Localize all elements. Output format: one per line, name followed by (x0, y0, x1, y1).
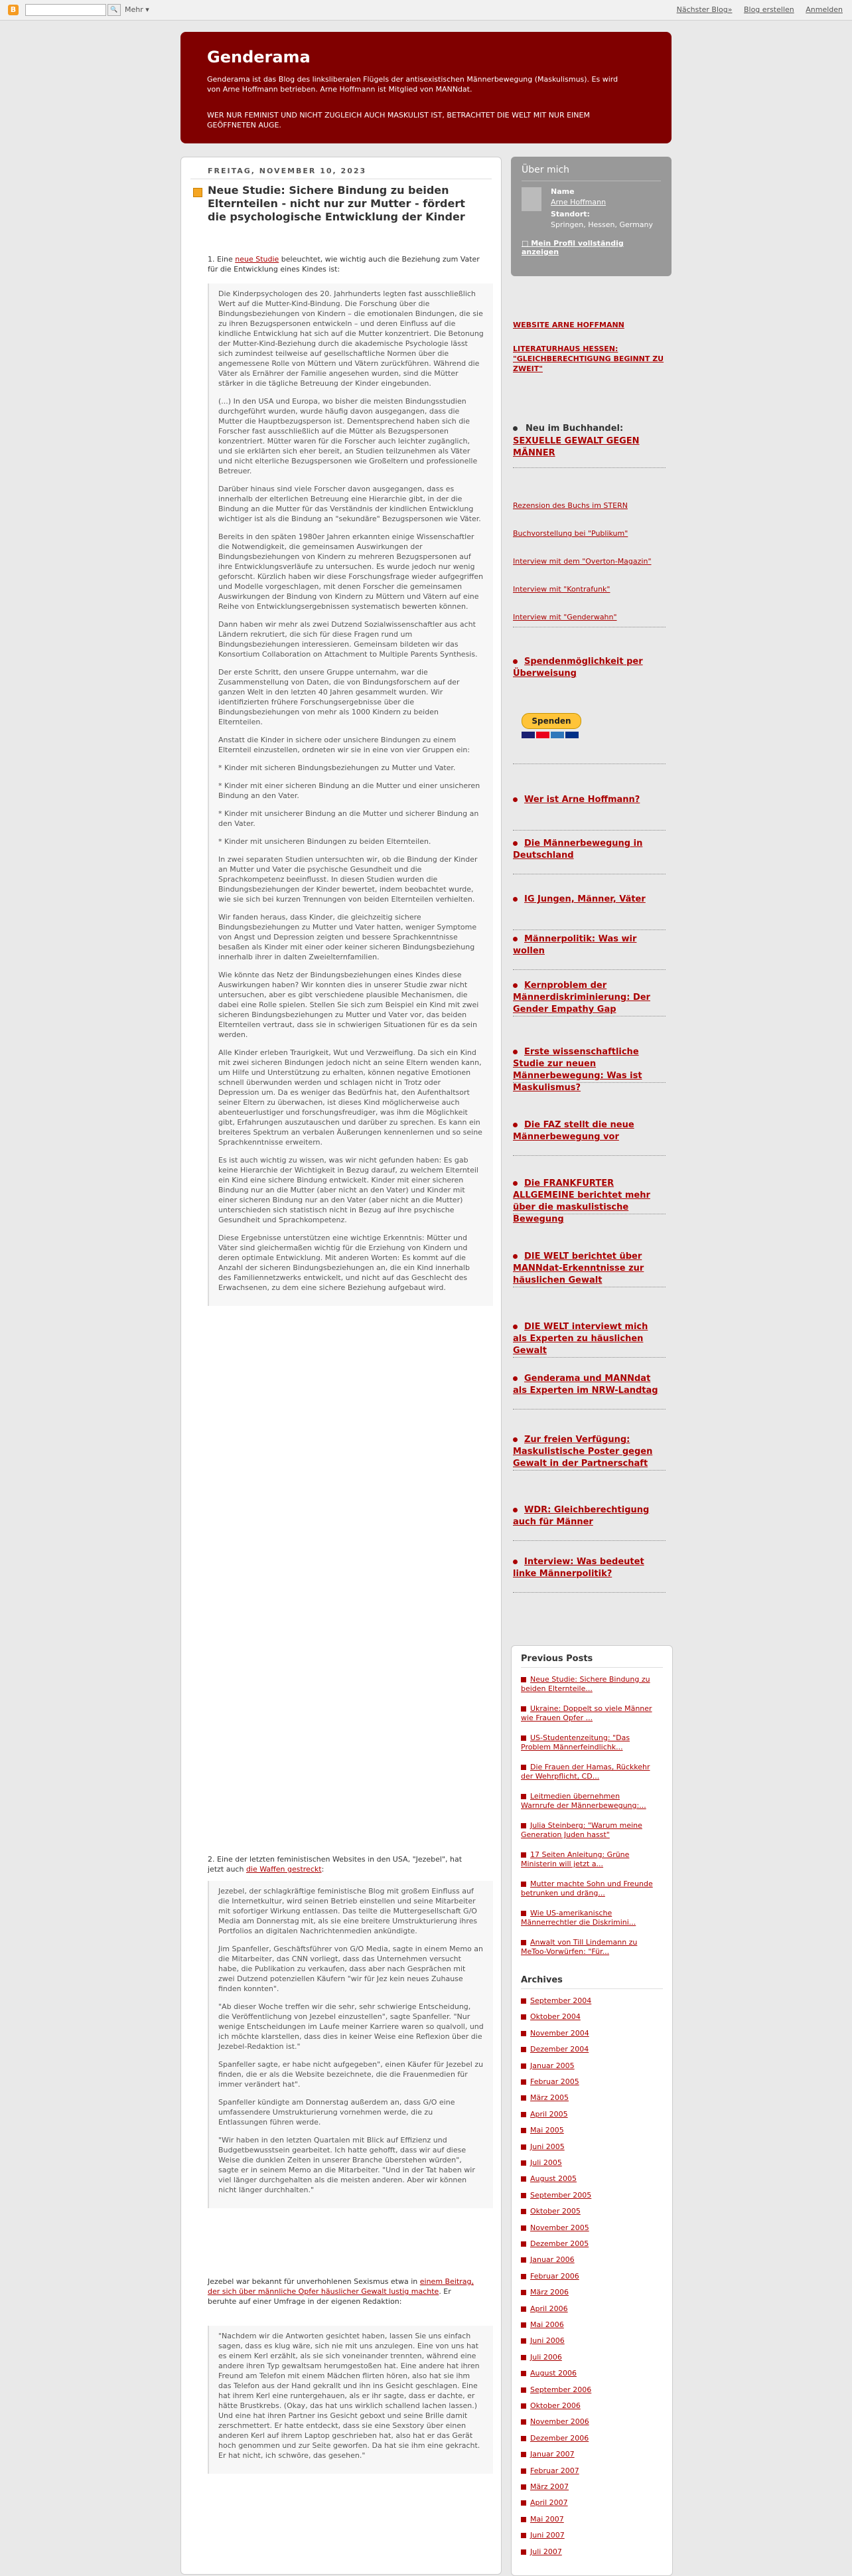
archive-link: November 2004 (530, 2028, 589, 2038)
bullet-icon (513, 1123, 518, 1127)
archive-item[interactable] (521, 2272, 654, 2281)
book-link[interactable]: Buchvorstellung bei "Publikum" (513, 529, 628, 538)
bullet-icon (521, 2257, 526, 2263)
archive-link: Juni 2005 (530, 2142, 565, 2151)
book-link[interactable]: Rezension des Buchs im STERN (513, 501, 628, 510)
bullet-icon (521, 2176, 526, 2182)
bullet-icon (521, 2079, 526, 2085)
archive-item[interactable] (521, 2093, 654, 2103)
new-book-title: SEXUELLE GEWALT GEGEN MÄNNER (513, 436, 640, 458)
previous-posts-divider (521, 1667, 663, 1668)
quote-paragraph: Jim Spanfeller, Geschäftsführer von G/O Media, sagte in einem Memo an die Mitarbeiter, das CNN vorliegt, dass das Unternehmen versucht habe, die Publikation zu verkaufen, dass aber nach Gesprächen mit zwei Dutzend potenziellen Käufern "wir für Jez kein neues Zuhause finden konnten". (218, 1945, 483, 1993)
paypal-icon (565, 732, 579, 738)
archive-link: September 2004 (530, 1996, 592, 2005)
blog-description: Genderama ist das Blog des linksliberalen Flügels der antisexistischen Männerbewegung (Maskulismus). Es wird von Arne Hoffmann betrieben. Arne Hoffmann ist Mitglied von MANNdat. (207, 75, 618, 94)
previous-post-item[interactable] (521, 1938, 654, 1957)
archive-link: April 2005 (530, 2109, 568, 2119)
archive-item[interactable] (521, 2255, 654, 2265)
archive-item[interactable] (521, 2110, 654, 2119)
sidebar-divider (513, 929, 666, 930)
quote-paragraph: * Kinder mit einer sicheren Bindung an die Mutter und einer unsicheren Bindung an den Vater. (218, 781, 480, 800)
archive-item[interactable] (521, 1996, 654, 2006)
bullet-icon (521, 1882, 526, 1887)
sidebar-divider (513, 1082, 666, 1083)
new-book-link[interactable] (513, 436, 662, 459)
sidebar-divider (513, 1592, 666, 1593)
intro3-prefix: Jezebel war bekannt für unverhohlenen Sexismus etwa in (208, 2277, 420, 2286)
sidebar-divider (513, 467, 666, 468)
archive-link: Mai 2006 (530, 2320, 564, 2329)
bullet-icon (521, 2160, 526, 2166)
name-label: Name (551, 187, 575, 196)
bullet-icon (521, 2387, 526, 2393)
post-intro-1 (208, 254, 480, 274)
bullet-icon (513, 1050, 518, 1054)
bullet-icon (513, 1181, 518, 1186)
post-icon (193, 188, 202, 197)
spenden-heading[interactable] (513, 656, 662, 680)
archive-link: Juli 2006 (530, 2352, 562, 2362)
sidebar-heading-link[interactable] (513, 980, 662, 1016)
search-icon[interactable]: 🔍 (107, 4, 121, 16)
quote-paragraph: Wir fanden heraus, dass Kinder, die gleichzeitig sichere Bindungsbeziehungen zu Mutter und Vater hatten, weniger Symptome von Angst und Depression zeigten und bessere Sprachkenntnisse besaßen als Kinder mit einer oder keiner sicheren Bindungsbeziehung innerhalb ihrer in dalten Zweielternfamilien. (218, 913, 477, 961)
archive-link: März 2007 (530, 2482, 569, 2491)
bullet-icon (513, 1560, 518, 1564)
archive-item[interactable] (521, 2482, 654, 2492)
sidebar-divider (513, 830, 666, 831)
blog-motto: WER NUR FEMINIST UND NICHT ZUGLEICH AUCH MASKULIST IST, BETRACHTET DIE WELT MIT NUR EINEM GEÖFFNETEN AUGE. (207, 111, 590, 129)
archive-link: Juni 2006 (530, 2336, 565, 2346)
archive-link: Mai 2005 (530, 2126, 564, 2135)
sidebar-divider (513, 1470, 666, 1471)
bullet-icon (513, 797, 518, 802)
intro2-prefix: 2. Eine der letzten feministischen Websites in den USA, "Jezebel", hat jetzt auch (208, 1855, 462, 1874)
quote-paragraph: * Kinder mit unsicheren Bindungen zu beiden Elternteilen. (218, 837, 431, 846)
sidebar-heading-text: DIE WELT berichtet über MANNdat-Erkenntnisse zur häuslichen Gewalt (513, 1251, 644, 1285)
main-column (180, 157, 502, 2575)
bullet-icon (521, 1911, 526, 1916)
previous-post-item[interactable] (521, 1675, 654, 1694)
sidebar-heading-text: Erste wissenschaftliche Studie zur neuen Männerbewegung: Was ist Maskulismus? (513, 1047, 642, 1093)
blogger-logo-icon[interactable]: B (8, 5, 19, 15)
navbar-login-link[interactable]: Anmelden (806, 5, 843, 14)
archive-link: August 2005 (530, 2174, 577, 2184)
bullet-icon (521, 2095, 526, 2101)
blockquote-survey (208, 2326, 493, 2474)
bullet-icon (521, 2500, 526, 2506)
archive-item[interactable] (521, 2191, 654, 2200)
archive-item[interactable] (521, 2288, 654, 2297)
bullet-icon (521, 2225, 526, 2231)
bullet-icon (521, 2047, 526, 2052)
archive-item[interactable] (521, 2353, 654, 2362)
bullet-icon (521, 2290, 526, 2295)
previous-post-link: Neue Studie: Sichere Bindung zu beiden Elternteile... (521, 1675, 650, 1693)
blogger-navbar (0, 0, 852, 21)
previous-post-item[interactable] (521, 1880, 654, 1898)
archive-link: Februar 2005 (530, 2077, 579, 2086)
archive-item[interactable] (521, 2045, 654, 2054)
sidebar-heading-link[interactable] (513, 1251, 662, 1287)
book-link[interactable]: Interview mit "Genderwahn" (513, 613, 617, 621)
archive-item[interactable] (521, 2012, 654, 2022)
archive-item[interactable] (521, 2207, 654, 2216)
intro2-link[interactable]: die Waffen gestreckt (246, 1865, 322, 1874)
name-value-link[interactable]: Arne Hoffmann (551, 198, 606, 206)
archive-item[interactable] (521, 2434, 654, 2443)
bullet-icon (521, 1677, 526, 1682)
archive-item[interactable] (521, 2531, 654, 2540)
bullet-icon (521, 2452, 526, 2457)
archive-item[interactable] (521, 2466, 654, 2476)
archive-item[interactable] (521, 2369, 654, 2378)
sidebar-heading-link[interactable] (513, 1321, 662, 1357)
paypal-donate-button[interactable] (522, 713, 585, 738)
quote-paragraph: "Wir haben in den letzten Quartalen mit Blick auf Effizienz und Budgetbewusstsein gearbeitet. Ich hatte gehofft, dass wir auf diese Weise die dunklen Zeiten in unserer Branche überstehen würden", sagte er in seinem Memo an die Mitarbeiter. "Und in der Tat haben wir viel länger durchgehalten als die meisten anderen. Aber wir können nicht länger durchhalten." (218, 2136, 475, 2194)
bullet-icon (513, 1437, 518, 1442)
bullet-icon (521, 2209, 526, 2214)
bullet-icon (521, 2306, 526, 2312)
archive-link: November 2006 (530, 2417, 589, 2427)
archive-item[interactable] (521, 2417, 654, 2427)
archive-link: April 2007 (530, 2498, 568, 2508)
previous-post-link: Ukraine: Doppelt so viele Männer wie Frauen Opfer ... (521, 1704, 652, 1722)
archive-item[interactable] (521, 2077, 654, 2087)
bullet-icon (521, 2112, 526, 2117)
sidebar-heading-text: Zur freien Verfügung: Maskulistische Poster gegen Gewalt in der Partnerschaft (513, 1435, 653, 1469)
quote-paragraph: * Kinder mit unsicherer Bindung an die Mutter und sicherer Bindung an den Vater. (218, 809, 479, 828)
archive-item[interactable] (521, 2029, 654, 2038)
quote-paragraph: (...) In den USA und Europa, wo bisher die meisten Bindungsstudien durchgeführt wurden, wurde häufig davon ausgegangen, dass die Mutter die Hauptbezugsperson ist. Dementsprechend haben sich die Forscher fast ausschließlich auf die Mütter als Bezugspersonen konzentriert. Mütter waren für die Forscher auch leichter zugänglich, und sie erklärten sich eher bereit, an Studien teilzunehmen als Väter und nicht elterliche Bezugspersonen wie Großeltern und professionelle Betreuer. (218, 397, 478, 475)
quote-paragraph: "Ab dieser Woche treffen wir die sehr, sehr schwierige Entscheidung, die Veröffentlichung von Jezebel einzustellen", sagte Spanfeller. "Nur wenige Entscheidungen im Laufe meiner Karriere waren so qualvoll, und ich möchte klarstellen, dass dies in keiner Weise eine Reflexion über die Jezebel-Redaktion ist." (218, 2002, 484, 2051)
archive-link: Juli 2007 (530, 2547, 562, 2556)
navbar-search-input[interactable] (25, 4, 106, 16)
bullet-icon (521, 2338, 526, 2344)
archive-link: August 2006 (530, 2369, 577, 2378)
about-me-title: Über mich (522, 165, 570, 175)
bullet-icon (521, 2193, 526, 2198)
sidebar-heading-link[interactable] (513, 1178, 662, 1226)
archive-link: Oktober 2004 (530, 2012, 581, 2022)
location-value: Springen, Hessen, Germany (551, 220, 654, 229)
blockquote-study (208, 283, 493, 1306)
archive-item[interactable] (521, 2450, 654, 2459)
bullet-icon (521, 2549, 526, 2555)
archive-item[interactable] (521, 2061, 654, 2071)
quote-paragraph: Bereits in den späten 1980er Jahren erkannten einige Wissenschaftler die Notwendigkeit, die gemeinsamen Auswirkungen der Bindungsbeziehungen von Kindern zu mehreren Bezugspersonen auf ihre Entwicklungsverläufe zu untersuchen. Es wurde jedoch nur wenig geforscht. Kürzlich haben wir diese Forschungsfrage wieder aufgegriffen und Modelle vorgeschlagen, mit denen Forscher die gemeinsamen Auswirkungen der Bindung von Kindern zu Müttern und Vätern auf eine Reihe von Entwicklungsergebnissen systematisch bewerten können. (218, 532, 484, 611)
archive-link: Oktober 2005 (530, 2207, 581, 2216)
new-in-stores-text: Neu im Buchhandel: (526, 424, 624, 434)
sidebar-divider (513, 1357, 666, 1358)
bullet-icon (513, 983, 518, 988)
intro1-link[interactable]: neue Studie (235, 255, 279, 264)
archive-item[interactable] (521, 2223, 654, 2233)
previous-post-link: 17 Seiten Anleitung: Grüne Ministerin will jetzt a... (521, 1850, 630, 1868)
archive-item[interactable] (521, 2401, 654, 2411)
blockquote-jezebel (208, 1881, 493, 2208)
archives-title: Archives (521, 1975, 563, 1985)
intro3-link[interactable]: einem Beitrag, der sich über männliche Opfer häuslicher Gewalt lustig machte (208, 2277, 474, 2296)
sidebar-heading-text: Genderama und MANNdat als Experten im NRW-Landtag (513, 1374, 658, 1396)
quote-paragraph: In zwei separaten Studien untersuchten wir, ob die Bindung der Kinder an Mutter und Vater die psychische Gesundheit und die Sprachkompetenz beeinflusst. In diesen Studien wurden die Bindungsbeziehungen der Kinder bewertet, indem beobachtet wurde, wie sie sich bei kurzen Trennungen von beiden Elternteilen verhielten. (218, 855, 478, 904)
previous-posts-box (511, 1645, 673, 2576)
intro1-prefix: 1. Eine (208, 255, 236, 264)
quote-paragraph: Diese Ergebnisse unterstützen eine wichtige Erkenntnis: Mütter und Väter sind gleichermaßen wichtig für die Erziehung von Kindern und deren optimale Entwicklung. Mit anderen Worten: Es kommt auf die Anzahl der sicheren Bindungsbeziehungen an, die ein Kind innerhalb des Familiennetzwerks entwickelt, und nicht auf das Geschlecht des Erwachsenen, zu dem eine sichere Beziehung aufgebaut wird. (218, 1234, 470, 1292)
previous-post-link: Leitmedien übernehmen Warnrufe der Männerbewegung:... (521, 1792, 646, 1810)
sidebar-heading-link[interactable] (513, 1373, 662, 1397)
quote-paragraph: Darüber hinaus sind viele Forscher davon ausgegangen, dass es innerhalb der elterlichen Betreuung eine Hierarchie gibt, in der die Bindung an die Mutter für das Verständnis der kindlichen Entwicklung wichtiger ist als die Bindung an "sekundäre" Bezugspersonen wie Väter. (218, 485, 481, 523)
bullet-icon (521, 2014, 526, 2020)
archive-link: Januar 2007 (530, 2450, 575, 2459)
bullet-icon (513, 1508, 518, 1512)
intro1-suffix: beleuchtet, wie wichtig auch die Beziehung zum Vater für die Entwicklung eines Kindes ist: (208, 255, 480, 274)
bullet-icon (513, 897, 518, 902)
sidebar-heading-text: Kernproblem der Männerdiskriminierung: Der Gender Empathy Gap (513, 981, 650, 1014)
avatar[interactable] (522, 187, 541, 211)
previous-post-item[interactable] (521, 1850, 654, 1869)
bullet-icon (521, 2484, 526, 2490)
archive-link: Februar 2007 (530, 2466, 579, 2475)
archive-link: September 2005 (530, 2190, 592, 2200)
bullet-icon (521, 2436, 526, 2441)
archive-link: Dezember 2005 (530, 2239, 589, 2248)
archive-link: Mai 2007 (530, 2514, 564, 2524)
archive-link: Januar 2005 (530, 2061, 575, 2070)
post-intro-3 (208, 2277, 480, 2306)
archive-item[interactable] (521, 2126, 654, 2135)
quote-paragraph: Es ist auch wichtig zu wissen, was wir nicht gefunden haben: Es gab keine Hierarchie der Wichtigkeit in Bezug darauf, zu welchem Elternteil ein Kind eine sichere Bindung entwickelt. Kinder mit einer sicheren Bindung nur an die Mutter (aber nicht an den Vater) und Kinder mit einer sicheren Bindung nur an den Vater (aber nicht an die Mutter) unterschieden sich statistisch nicht in Bezug auf ihre psychische Gesundheit und Sprachkompetenz. (218, 1156, 478, 1224)
sidebar-heading-text: Interview: Was bedeutet linke Männerpolitik? (513, 1557, 644, 1579)
bullet-icon (521, 2128, 526, 2133)
full-profile-link[interactable] (522, 239, 648, 256)
archive-item[interactable] (521, 2515, 654, 2524)
previous-post-link: Anwalt von Till Lindemann zu MeToo-Vorwürfen: "Für... (521, 1938, 638, 1956)
quote-paragraph: Die Kinderpsychologen des 20. Jahrhunderts legten fast ausschließlich Wert auf die Mutter-Kind-Bindung. Die Forschung über die Bindungsbeziehungen von Kindern – die emotionalen Bindungen, die sie zu ihren Bezugspersonen entwickeln – und deren Einfluss auf die kindliche Entwicklung hat sich auf die Mutter konzentriert. Die Betonung der Mutter-Kind-Beziehung durch die akademische Psychologie lässt sich zumindest teilweise auf gesellschaftliche Normen über die angemessene Rolle von Müttern und Vätern zurückführen. Während die Väter als Ernährer der Familie angesehen wurden, sind die Mütter stärker in die tägliche Betreuung der Kinder eingebunden. (218, 289, 484, 388)
previous-post-link: Wie US-amerikanische Männerrechtler die Diskrimini... (521, 1909, 636, 1927)
post-date: FREITAG, NOVEMBER 10, 2023 (208, 167, 367, 175)
sidebar-heading-link[interactable] (513, 1434, 662, 1470)
sidebar-heading-link[interactable] (513, 1504, 662, 1528)
paypal-label: Spenden (522, 713, 581, 729)
bullet-icon (521, 2468, 526, 2474)
bullet-icon (513, 1325, 518, 1329)
archive-item[interactable] (521, 2142, 654, 2152)
bullet-icon (513, 1376, 518, 1381)
archive-item[interactable] (521, 2304, 654, 2314)
bullet-icon (521, 1706, 526, 1712)
sidebar-heading-text: IG Jungen, Männer, Väter (524, 894, 646, 904)
archive-link: März 2005 (530, 2093, 569, 2103)
archive-link: November 2005 (530, 2223, 589, 2232)
quote-paragraph: Spanfeller kündigte am Donnerstag außerdem an, dass G/O eine umfassendere Umstrukturierung vornehmen werde, die zu Entlassungen führen werde. (218, 2098, 455, 2127)
quote-paragraph: Jezebel, der schlagkräftige feministische Blog mit großem Einfluss auf die Internetkultur, wird seinen Betrieb einstellen und seine Mitarbeiter mit sofortiger Wirkung entlassen. Das teilte die Muttergesellschaft G/O Media am Donnerstag mit, als sie eine breitere Umstrukturierung ihres Portfolios an digitalen Nachrichtenmedien ankündigte. (218, 1887, 478, 1935)
post-intro-2 (208, 1854, 480, 1874)
sidebar-heading-link[interactable] (513, 1119, 662, 1143)
bullet-icon (521, 2419, 526, 2425)
navbar-more-menu[interactable]: Mehr ▾ (125, 5, 149, 14)
full-profile-label: Mein Profil vollständig anzeigen (522, 239, 624, 256)
previous-post-link: Julia Steinberg: "Warum meine Generation Juden hasst" (521, 1821, 642, 1839)
archive-item[interactable] (521, 2385, 654, 2395)
bullet-icon (521, 1852, 526, 1858)
website-link[interactable]: WEBSITE ARNE HOFFMANN (513, 321, 624, 329)
previous-post-link: Mutter machte Sohn und Freunde betrunken und dräng... (521, 1880, 653, 1897)
credit-card-icons (522, 732, 585, 738)
mastercard-icon (536, 732, 549, 738)
bullet-icon (521, 2031, 526, 2036)
post-title[interactable]: Neue Studie: Sichere Bindung zu beiden Elternteilen - nicht nur zur Mutter - fördert die psychologische Entwicklung der Kinder (208, 184, 465, 223)
bullet-icon (521, 2403, 526, 2409)
quote-paragraph: Dann haben wir mehr als zwei Dutzend Sozialwissenschaftler aus acht Ländern rekrutiert, die sich für diese Fragen rund um Bindungsbeziehungen interessieren. Gemeinsam bildeten wir das Konsortium Collaboration on Attachment to Multiple Parents Synthesis. (218, 620, 478, 659)
bullet-icon (513, 841, 518, 846)
sidebar-heading-text: Wer ist Arne Hoffmann? (524, 795, 640, 805)
sidebar-heading-link[interactable] (513, 794, 662, 806)
previous-post-link: US-Studentenzeitung: "Das Problem Männerfeindlichk... (521, 1733, 630, 1751)
archive-item[interactable] (521, 2320, 654, 2330)
sidebar-heading-link[interactable] (513, 1046, 662, 1094)
archive-item[interactable] (521, 2336, 654, 2346)
archive-link: Juli 2005 (530, 2158, 562, 2167)
archive-link: Juni 2007 (530, 2531, 565, 2540)
new-in-stores-label (513, 424, 623, 434)
sidebar-heading-link[interactable] (513, 894, 662, 906)
sidebar-heading-text: Männerpolitik: Was wir wollen (513, 934, 637, 956)
blog-title[interactable]: Genderama (207, 48, 311, 66)
previous-posts-title: Previous Posts (521, 1654, 593, 1664)
literaturhaus-link[interactable]: LITERATURHAUS HESSEN: "GLEICHBERECHTIGUNG BEGINNT ZU ZWEIT" (513, 345, 664, 373)
previous-post-item[interactable] (521, 1821, 654, 1840)
archive-link: Dezember 2006 (530, 2433, 589, 2443)
intro2-suffix: : (321, 1865, 324, 1874)
blog-header (180, 32, 672, 143)
sidebar-divider (513, 1540, 666, 1541)
bullet-icon (521, 1823, 526, 1828)
location-label: Standort: (551, 210, 590, 218)
bullet-icon (521, 2063, 526, 2069)
archive-item[interactable] (521, 2498, 654, 2508)
sidebar-heading-link[interactable] (513, 838, 662, 862)
quote-paragraph: Spanfeller sagte, er habe nicht aufgegeben", einen Käufer für Jezebel zu finden, die er als die Website bezeichnete, die die Frauenmedien für immer verändert hat". (218, 2060, 484, 2089)
archive-link: Dezember 2004 (530, 2045, 589, 2054)
sidebar-heading-text: Die FAZ stellt die neue Männerbewegung vor (513, 1120, 634, 1142)
bullet-icon (521, 2241, 526, 2247)
amex-icon (551, 732, 564, 738)
bullet-icon (521, 2274, 526, 2279)
quote-paragraph: Der erste Schritt, den unsere Gruppe unternahm, war die Zusammenstellung von Daten, die von Bindungsforschern auf der ganzen Welt in den letzten 40 Jahren gesammelt wurden. Wir identifizierten frühere Forschungsergebnisse über die Bindungsbeziehungen von mehr als 1000 Kindern zu beiden Elternteilen. (218, 668, 460, 726)
profile-icon: □ (522, 239, 532, 248)
bullet-icon (521, 1794, 526, 1799)
archive-link: Januar 2006 (530, 2255, 575, 2265)
bullet-icon (521, 2322, 526, 2328)
book-link[interactable]: Interview mit "Kontrafunk" (513, 585, 610, 594)
navbar-right-links (668, 5, 843, 14)
book-link[interactable]: Interview mit dem "Overton-Magazin" (513, 557, 652, 566)
bullet-icon (513, 937, 518, 941)
archive-link: Februar 2006 (530, 2271, 579, 2281)
archive-link: April 2006 (530, 2304, 568, 2313)
spenden-text: Spendenmöglichkeit per Überweisung (513, 657, 643, 679)
sidebar-heading-text: DIE WELT interviewt mich als Experten zu häuslichen Gewalt (513, 1322, 648, 1356)
sidebar-heading-text: WDR: Gleichberechtigung auch für Männer (513, 1505, 650, 1527)
archive-link: September 2006 (530, 2385, 592, 2394)
bullet-icon (521, 2144, 526, 2150)
sidebar-heading-text: Die Männerbewegung in Deutschland (513, 839, 643, 860)
archive-link: März 2006 (530, 2288, 569, 2297)
sidebar-heading-link[interactable] (513, 933, 662, 957)
bullet-icon (521, 2371, 526, 2376)
previous-post-item[interactable] (521, 1792, 654, 1811)
sidebar-heading-link[interactable] (513, 1556, 662, 1580)
archive-item[interactable] (521, 2547, 654, 2557)
archive-item[interactable] (521, 2174, 654, 2184)
bullet-icon (521, 2517, 526, 2522)
sidebar-divider (513, 1155, 666, 1156)
bullet-icon (521, 1940, 526, 1945)
quote-paragraph: Anstatt die Kinder in sichere oder unsichere Bindungen zu einem Elternteil einzustellen, ordneten wir sie in eine von vier Gruppen ein: (218, 736, 470, 754)
archives-divider (521, 1988, 663, 1989)
previous-post-item[interactable] (521, 1733, 654, 1752)
archive-item[interactable] (521, 2158, 654, 2168)
navbar-create-blog-link[interactable]: Blog erstellen (743, 5, 794, 14)
sidebar-divider (513, 969, 666, 970)
sidebar-heading-text: Die FRANKFURTER ALLGEMEINE berichtet mehr über die maskulistische Bewegung (513, 1178, 650, 1224)
bullet-icon (521, 2355, 526, 2360)
bullet-icon (521, 1735, 526, 1741)
quote-paragraph: Wie könnte das Netz der Bindungsbeziehungen eines Kindes diese Auswirkungen haben? Wir konnten dies in unserer Studie zwar nicht untersuchen, aber es gibt verschiedene plausible Mechanismen, die dabei eine Rolle spielen. Stellen Sie sich zum Beispiel ein Kind mit zwei sicheren Bindungsbeziehungen zu Mutter und Vater vor, das beiden Elternteilen vertraut, dass sie in schwierigen Situationen für es da sein werden. (218, 971, 479, 1039)
visa-icon (522, 732, 535, 738)
archive-link: Oktober 2006 (530, 2401, 581, 2410)
bullet-icon (521, 2533, 526, 2538)
intro3-suffix: . Er beruhte auf einer Umfrage in der eigenen Redaktion: (208, 2287, 451, 2306)
bullet-icon (513, 1254, 518, 1259)
about-me-box (511, 157, 672, 276)
previous-post-item[interactable] (521, 1704, 654, 1723)
archive-item[interactable] (521, 2239, 654, 2249)
quote-paragraph: "Nachdem wir die Antworten gesichtet haben, lassen Sie uns einfach sagen, dass es klug wäre, sich nie mit uns anzulegen. Eine von uns hat es einem Kerl erzählt, als sie sich voneinander trennten, während eine andere ihren Typ gewaltsam herumgestoßen hat. Eine andere hat ihren Freund am Telefon mit einem Mädchen flirten hören, also hat sie ihm das Telefon aus der Hand gekrallt und ihn ins Gesicht geschlagen. Eine hat ihrem Kerl eine runtergehauen, als er ihr sagte, dass er dachte, er hätte Brustkrebs. (Okay, das hat uns wirklich schallend lachen lassen.) Und eine hat ihren Partner ins Gesicht geboxt und seine Brille damit zerschmettert. Er hatte entdeckt, dass sie eine Sexstory über einen anderen Kerl auf ihrem Laptop geschrieben hat, also hat er das Gerät hoch genommen und zur Seite geworfen. Da hat sie ihm eine gekracht. Er hat nicht, ich schwöre, das gesehen." (218, 2332, 480, 2460)
previous-post-link: Die Frauen der Hamas, Rückkehr der Wehrpflicht, CD... (521, 1763, 650, 1781)
quote-paragraph: Alle Kinder erleben Traurigkeit, Wut und Verzweiflung. Da sich ein Kind mit zwei sicheren Bindungen jedoch nicht an seine Eltern wenden kann, um Hilfe und Unterstützung zu erhalten, können negative Emotionen schnell überwunden werden und schlagen nicht in Trotz oder Depression um. Da es weniger das Bedürfnis hat, den Aufenthaltsort seiner Eltern zu überwachen, ist dieses Kind möglicherweise auch abenteuerlustiger und forschungsfreudiger, was ihm die Möglichkeit gibt, Erfahrungen auszutauschen und darüber zu sprechen. Es kann ein breiteres Spektrum an verbalen Äußerungen kennenlernen und so seine Sprachkenntnisse erweitern. (218, 1048, 482, 1147)
bullet-icon (521, 1998, 526, 2004)
previous-post-item[interactable] (521, 1909, 654, 1927)
navbar-next-blog-link[interactable]: Nächster Blog» (676, 5, 733, 14)
bullet-icon (521, 1765, 526, 1770)
previous-post-item[interactable] (521, 1763, 654, 1781)
quote-paragraph: * Kinder mit sicheren Bindungsbeziehungen zu Mutter und Vater. (218, 764, 456, 772)
